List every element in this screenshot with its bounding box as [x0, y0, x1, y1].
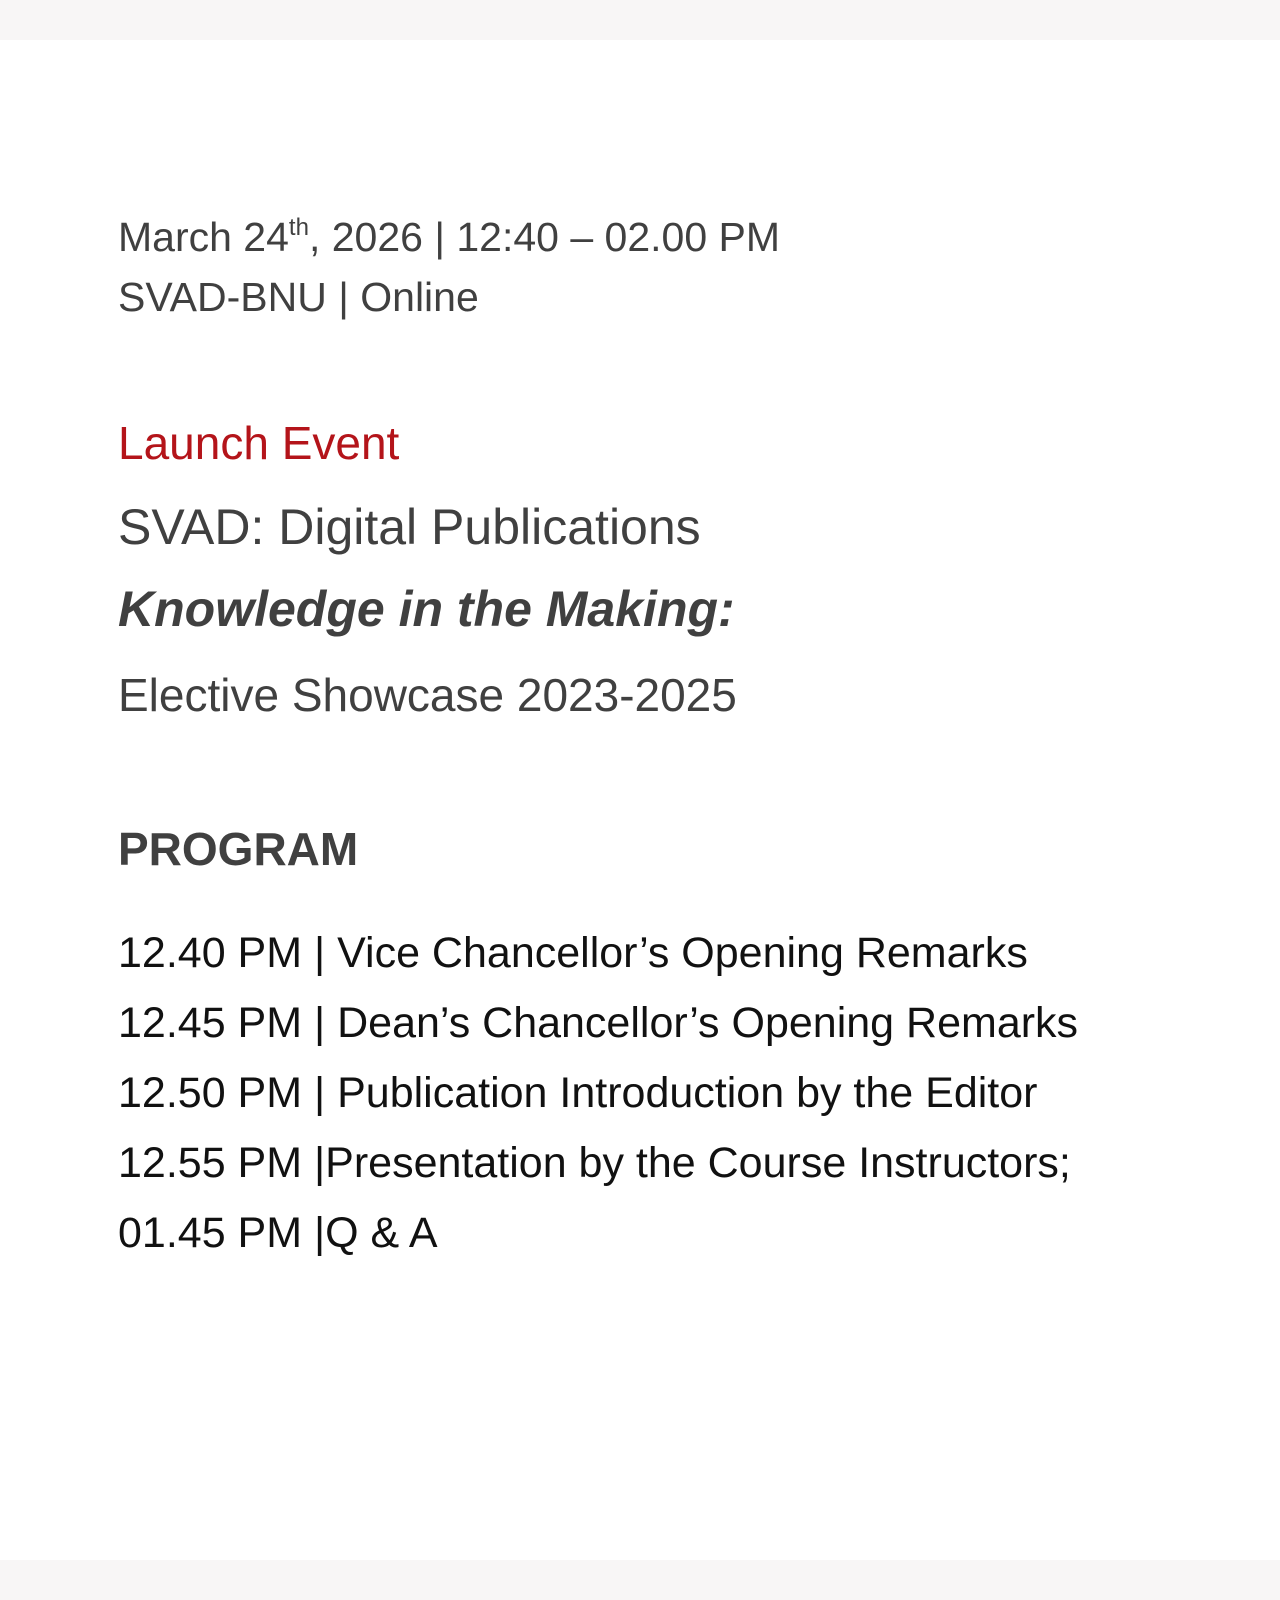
launch-label: Launch Event — [118, 417, 400, 469]
event-date: March 24 — [118, 214, 289, 260]
event-date-time — [118, 214, 780, 261]
event-date-time-rest: , 2026 | 12:40 – 02.00 PM — [308, 214, 781, 260]
program-item: 01.45 PM |Q & A — [118, 1209, 438, 1257]
event-venue: SVAD-BNU | Online — [118, 274, 479, 320]
program-item: 12.40 PM | Vice Chancellor’s Opening Remarks — [118, 929, 1028, 977]
program-item: 12.55 PM |Presentation by the Course Instructors; — [118, 1139, 1071, 1187]
event-date-suffix: th — [288, 214, 309, 241]
program-item: 12.45 PM | Dean’s Chancellor’s Opening Remarks — [118, 999, 1079, 1047]
publication-title: SVAD: Digital Publications — [118, 499, 701, 555]
program-item: 12.50 PM | Publication Introduction by the Editor — [118, 1069, 1038, 1117]
publication-subtitle: Knowledge in the Making: — [118, 581, 735, 637]
showcase-title: Elective Showcase 2023-2025 — [118, 669, 737, 721]
program-list — [118, 929, 1078, 1279]
bottom-border-band — [0, 1560, 1280, 1600]
top-border-band — [0, 0, 1280, 40]
program-heading: PROGRAM — [118, 823, 359, 875]
